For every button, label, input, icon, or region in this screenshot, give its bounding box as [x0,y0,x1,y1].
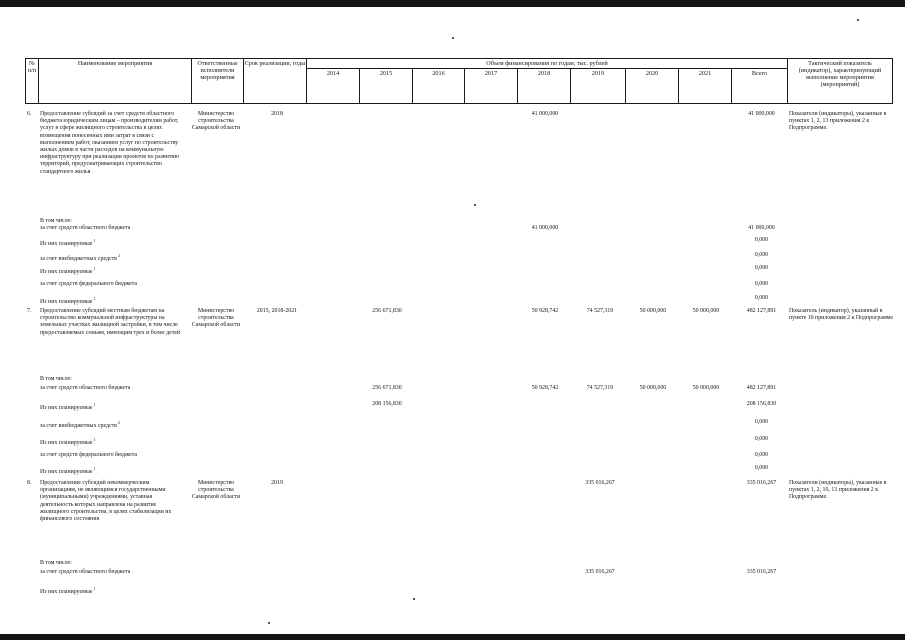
header-year: 2014 [306,68,360,104]
cell-name: за счет средств областного бюджета [40,225,131,231]
cell-name: за счет средств федерального бюджета [40,452,138,458]
header-term: Срок реализации, годы [243,58,307,104]
cell-total: 0,000 [754,452,769,458]
cell-y2021: 50 000,000 [692,385,720,391]
header-year: 2021 [678,68,732,104]
cell-total: 0,000 [754,436,769,442]
header-year: 2019 [570,68,626,104]
cell-y2015: 208 156,830 [372,401,402,407]
cell-name: за счет средств областного бюджета [40,569,131,575]
cell-name: Из них планируемые $^1$ [40,266,96,275]
cell-y2021: 50 000,000 [692,308,720,314]
cell-y2015: 256 671,830 [372,308,402,314]
header-year: 2020 [625,68,679,104]
cell-name: В том числе: [40,218,72,224]
header-year: 2017 [464,68,518,104]
header-financing: Объем финансирования по годам, тыс. рублей [306,58,788,69]
cell-y2019: 335 016,267 [585,480,615,486]
cell-y2018: 50 928,742 [531,308,559,314]
cell-ind: Показатель (индикатор), указанный в пункте 10 приложения 2 к Подпрограмме [789,308,894,322]
header-resp: Ответственные исполнители мероприятия [191,58,244,104]
header-indicator: Тактический показатель (индикатор), характеризующий выполнение мероприятия (мероприятий) [787,58,893,104]
footnote-mark: 1 [92,296,96,301]
cell-total: 0,000 [754,465,769,471]
cell-resp: Министерство строительства Самарской области [191,111,241,132]
cell-term: 2018 [271,111,283,117]
cell-name: Из них планируемые $^1$ [40,586,96,595]
cell-total: 482 127,891 [746,385,777,391]
cell-total: 0,000 [754,252,769,258]
header-year: Всего [731,68,788,104]
cell-name: за счет внебюджетных средств $^2$ [40,420,120,429]
cell-total: 208 156,830 [746,401,777,407]
cell-y2019: 74 527,319 [586,308,614,314]
cell-total: 41 000,000 [748,225,775,231]
cell-total: 0,000 [754,281,769,287]
cell-y2015: 256 671,830 [372,385,402,391]
cell-total: 0,000 [754,419,769,425]
cell-name: за счет средств областного бюджета [40,385,131,391]
cell-total: 0,000 [754,237,769,243]
footnote-mark: 1 [92,238,96,243]
footnote-mark: 1 [92,437,96,442]
header-name: Наименование мероприятия [38,58,192,104]
cell-name: Из них планируемые $^1$ [40,296,96,305]
footnote-mark: 1 [92,402,96,407]
header-year: 2016 [412,68,465,104]
cell-name: В том числе: [40,560,72,566]
header-year: 2018 [517,68,571,104]
cell-y2018: 50 928,742 [531,385,559,391]
header-year: 2015 [359,68,413,104]
cell-total: 335 016,267 [746,569,777,575]
header-num: № п/п [25,58,39,104]
cell-num: 6. [27,111,32,117]
footnote-mark: 2 [116,253,120,258]
cell-y2020: 50 000,000 [639,308,667,314]
cell-resp: Министерство строительства Самарской области [191,480,241,501]
cell-total: 482 127,891 [746,308,777,314]
cell-total: 0,000 [754,265,769,271]
cell-total: 0,000 [754,295,769,301]
cell-y2018: 41 000,000 [531,111,559,117]
cell-y2019: 74 527,319 [586,385,614,391]
cell-y2020: 50 000,000 [639,385,667,391]
cell-term: 2019 [271,480,283,486]
footnote-mark: 2 [116,420,120,425]
cell-name: за счет внебюджетных средств $^2$ [40,253,120,262]
cell-term: 2015, 2018-2021 [256,308,298,314]
cell-name: Из них планируемые $^1$ [40,437,96,446]
cell-resp: Министерство строительства Самарской области [191,308,241,329]
cell-name: Из них планируемые $^1$ [40,402,96,411]
cell-ind: Показатели (индикаторы), указанные в пунктах 1, 2, 10, 13 приложения 2 к Подпрограмме. [789,480,887,501]
footnote-mark: 1 [92,586,96,591]
cell-name: Предоставление субсидий местным бюджетам на строительство коммунальной инфраструктуры на земельных участках жилищной застройки, в том числе предоставляемых семьям, имеющим трех и более детей [40,308,181,336]
footnote-mark: 1 [92,466,96,471]
cell-name: Из них планируемые $^1$ [40,238,96,247]
cell-ind: Показатели (индикаторы), указанные в пунктах 1, 2, 13 приложения 2 к Подпрограмме. [789,111,887,132]
cell-y2018: 41 000,000 [531,225,559,231]
cell-y2019: 335 016,267 [585,569,615,575]
cell-name: Предоставление субсидий некоммерческим организациям, не являющимся государственными (муниципальными) учреждениями, уставная деятельность которых направлена на развитие жилищного строительства, в целях стабилизации их финансового состояния [40,480,172,523]
cell-num: 8. [27,480,32,486]
cell-num: 7. [27,308,32,314]
cell-name: за счет средств федерального бюджета [40,281,138,287]
cell-total: 335 016,267 [746,480,777,486]
cell-total: 41 000,000 [748,111,775,117]
cell-name: Из них планируемые $^1$ [40,466,96,475]
cell-name: В том числе: [40,376,72,382]
footnote-mark: 1 [92,266,96,271]
cell-name: Предоставление субсидий за счет средств областного бюджета юридическим лицам – производителям работ, услуг в сфере жилищного строительства в целях возмещения понесенных ими затрат в связи с выполнением работ, оказанием услуг по строительству жилых домов в части расходов на коммунальную инфраструктуру при реализации проектов по развитию территорий, предусматривающих строительство стандартного жилья [40,111,179,175]
scan-bottom-border [0,634,905,640]
